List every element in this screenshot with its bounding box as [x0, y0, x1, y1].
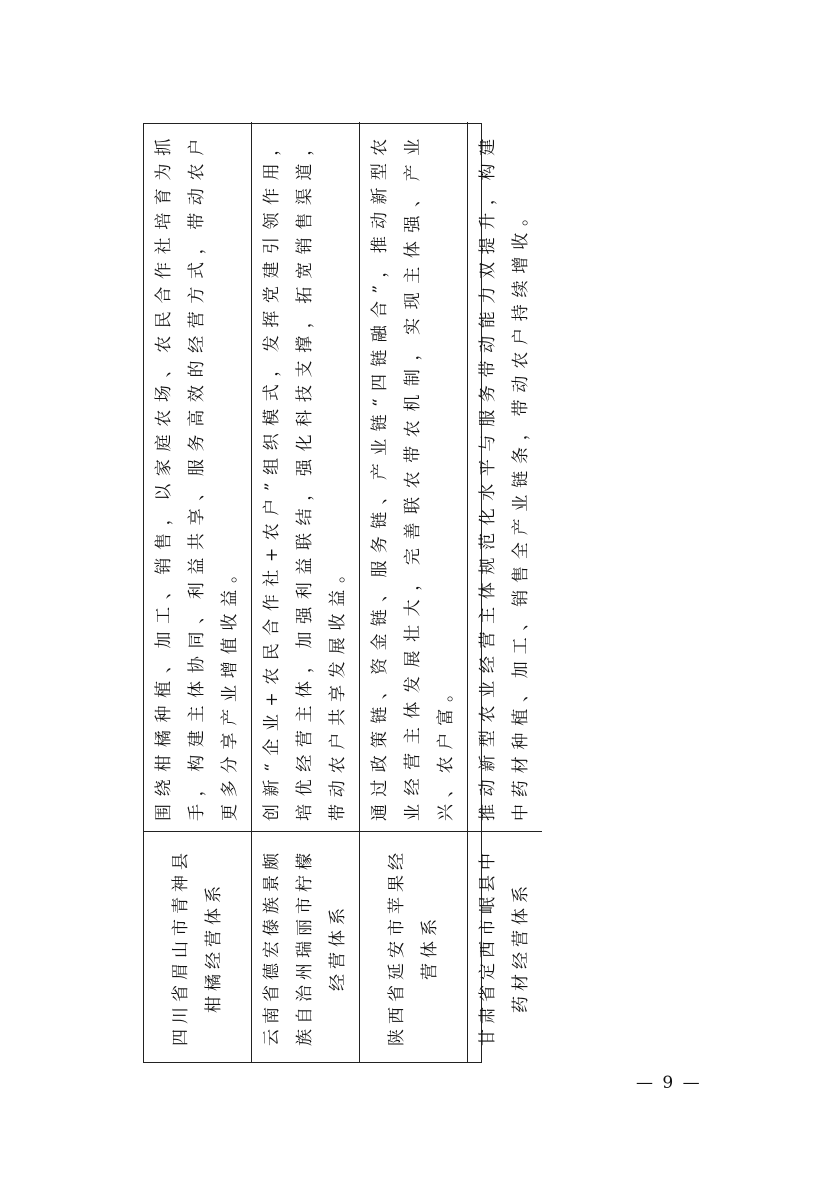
table-row [468, 122, 543, 1062]
system-description-cell: 创新“企业+农民合作社+农户”组织模式，发挥党建引领作用，培优经营主体，加强利益联结，强化科技支撑，拓宽销售渠道，带动农户共享发展收益。 [252, 122, 360, 832]
system-name-cell: 甘肃省定西市岷县中药材经营体系 [468, 832, 543, 1063]
page-number: — 9 — [636, 1073, 702, 1093]
table-row [144, 122, 252, 1062]
operation-systems-table [144, 122, 542, 1062]
system-description-cell: 推动新型农业经营主体规范化水平与服务带动能力双提升，构建中药材种植、加工、销售全产业链条，带动农户持续增收。 [468, 122, 543, 832]
system-description-cell: 围绕柑橘种植、加工、销售，以家庭农场、农民合作社培育为抓手，构建主体协同、利益共享、服务高效的经营方式，带动农户更多分享产业增值收益。 [144, 122, 252, 832]
rotated-table [143, 123, 531, 1063]
system-description-cell: 通过政策链、资金链、服务链、产业链“四链融合”，推动新型农业经营主体发展壮大，完善联农带农机制，实现主体强、产业兴、农户富。 [360, 122, 468, 832]
system-name-cell: 四川省眉山市青神县柑橘经营体系 [144, 832, 252, 1063]
table-row [360, 122, 468, 1062]
table-row [252, 122, 360, 1062]
system-name-cell: 云南省德宏傣族景颇族自治州瑞丽市柠檬经营体系 [252, 832, 360, 1063]
table-rotation-wrapper [144, 122, 531, 1062]
system-name-cell: 陕西省延安市苹果经营体系 [360, 832, 468, 1063]
